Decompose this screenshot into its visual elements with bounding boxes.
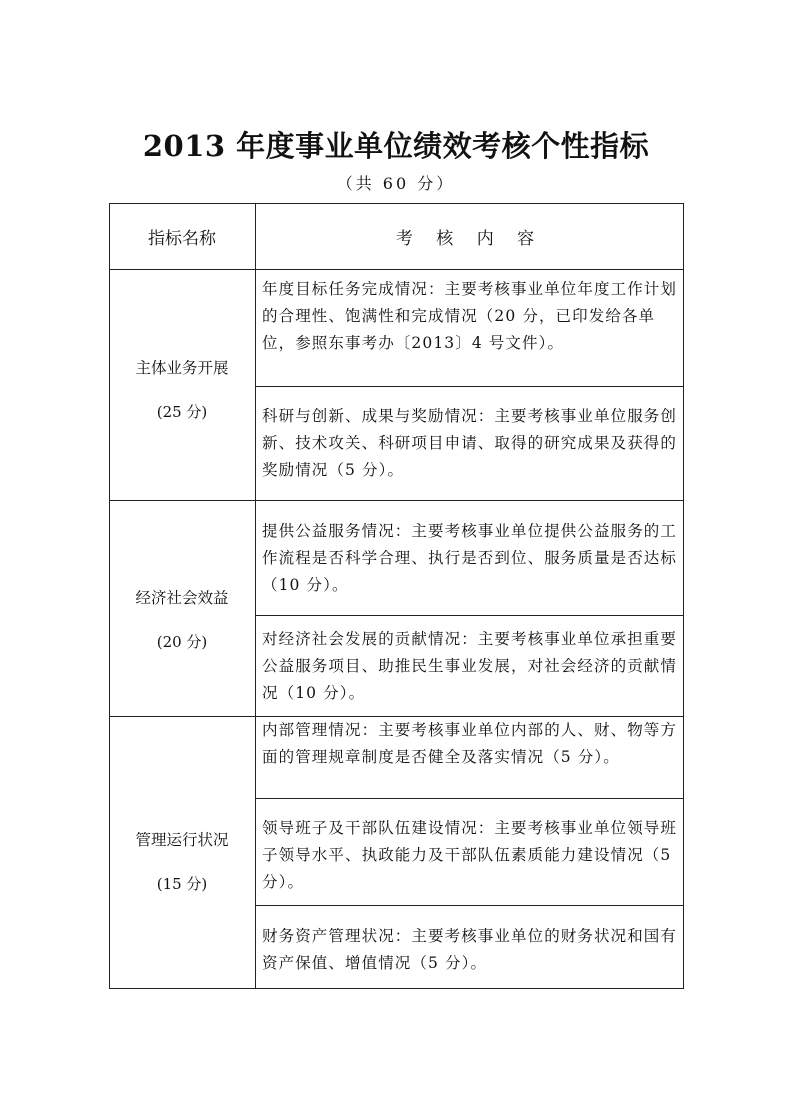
category-cell — [109, 818, 255, 906]
category-cell — [109, 346, 255, 434]
category-score: (25 分) — [156, 403, 208, 421]
assessment-item: 领导班子及干部队伍建设情况：主要考核事业单位领导班子领导水平、执政能力及干部队伍素质能力建设情况（5 分）。 — [262, 819, 678, 891]
assessment-item: 年度目标任务完成情况：主要考核事业单位年度工作计划的合理性、饱满性和完成情况（20 分，已印发给各单位，参照东事考办〔2013〕4 号文件）。 — [262, 280, 678, 352]
category-name: 经济社会效益 — [135, 589, 229, 607]
assessment-item: 科研与创新、成果与奖励情况：主要考核事业单位服务创新、技术攻关、科研项目申请、取得的研究成果及获得的奖励情况（5 分）。 — [262, 407, 678, 479]
category-cell — [109, 576, 255, 664]
category-name: 管理运行状况 — [135, 831, 229, 849]
document-title: 2013 年度事业单位绩效考核个性指标 — [142, 129, 650, 163]
header-row-divider — [109, 269, 684, 270]
item-divider — [255, 798, 684, 799]
header-indicator-name: 指标名称 — [148, 228, 216, 249]
category-score: (15 分) — [156, 875, 208, 893]
assessment-item: 对经济社会发展的贡献情况：主要考核事业单位承担重要公益服务项目、助推民生事业发展，对社会经济的贡献情况（10 分）。 — [262, 630, 678, 702]
assessment-item: 财务资产管理状况：主要考核事业单位的财务状况和国有资产保值、增值情况（5 分）。 — [262, 927, 678, 972]
assessment-item: 内部管理情况：主要考核事业单位内部的人、财、物等方面的管理规章制度是否健全及落实情况（5 分）。 — [262, 721, 678, 766]
category-name: 主体业务开展 — [135, 359, 229, 377]
document-subtitle: （共 60 分） — [336, 174, 456, 193]
category-divider — [109, 500, 684, 501]
column-divider — [255, 203, 256, 989]
item-divider — [255, 905, 684, 906]
category-score: (20 分) — [156, 633, 208, 651]
assessment-item: 提供公益服务情况：主要考核事业单位提供公益服务的工作流程是否科学合理、执行是否到位、服务质量是否达标（10 分）。 — [262, 522, 678, 594]
header-assessment-content: 考 核 内 容 — [395, 228, 544, 249]
item-divider — [255, 615, 684, 616]
item-divider — [255, 386, 684, 387]
